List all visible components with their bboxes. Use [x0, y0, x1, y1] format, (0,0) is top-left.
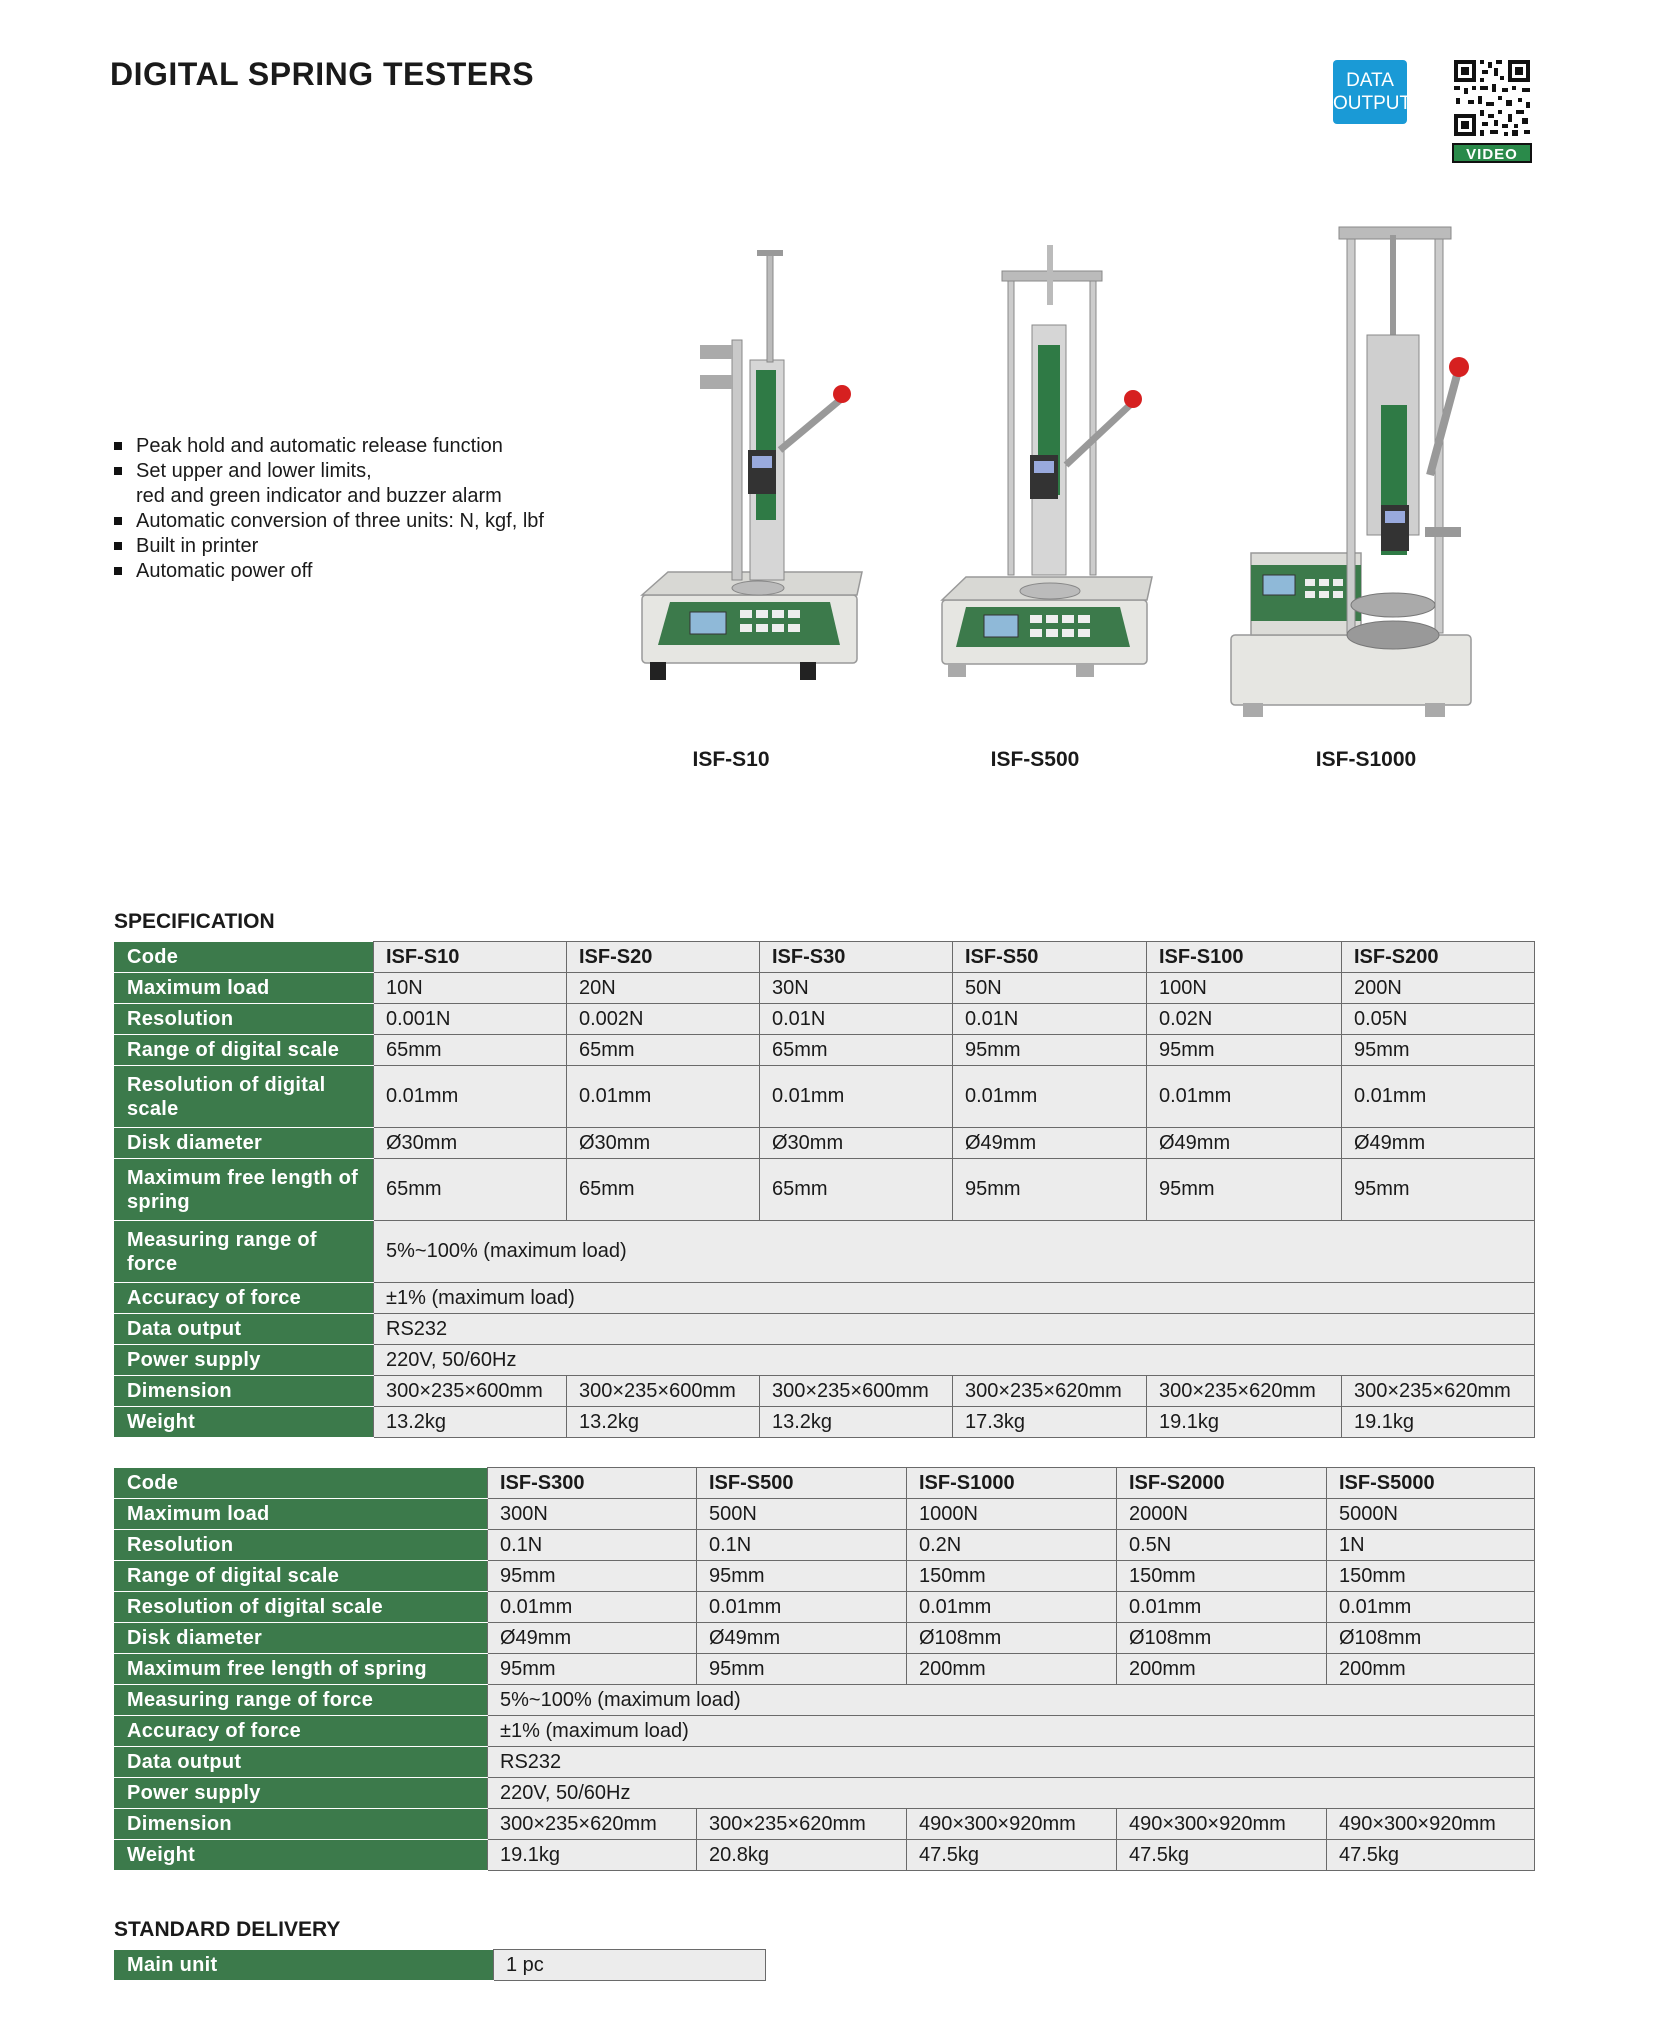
- data-output-badge: [1333, 60, 1412, 124]
- product-label: ISF-S10: [692, 748, 770, 771]
- row-label: Range of digital scale: [115, 1561, 488, 1592]
- cell: 95mm: [1147, 1159, 1342, 1221]
- row-measuring-range: [115, 1685, 1535, 1716]
- product-image-isf-s10: [630, 250, 870, 730]
- row-label: Maximum free length of spring: [115, 1654, 488, 1685]
- row-label: Accuracy of force: [115, 1283, 374, 1314]
- row-range-of-digital-scale: [115, 1035, 1535, 1066]
- cell: 0.02N: [1147, 1004, 1342, 1035]
- cell: 20N: [567, 973, 760, 1004]
- cell: 5000N: [1327, 1499, 1535, 1530]
- cell: 13.2kg: [567, 1407, 760, 1438]
- cell: 0.01mm: [760, 1066, 953, 1128]
- cell: 65mm: [374, 1035, 567, 1066]
- cell: 0.01mm: [1327, 1592, 1535, 1623]
- cell: ISF-S200: [1342, 942, 1535, 973]
- delivery-table: [114, 1949, 766, 1981]
- row-weight: [115, 1840, 1535, 1871]
- cell: 500N: [697, 1499, 907, 1530]
- cell: 490×300×920mm: [1117, 1809, 1327, 1840]
- row-resolution: [115, 1530, 1535, 1561]
- row-power-supply: [115, 1778, 1535, 1809]
- cell: Ø30mm: [567, 1128, 760, 1159]
- specification-title: SPECIFICATION: [114, 910, 275, 933]
- row-resolution-of-digital-scale: [115, 1066, 1535, 1128]
- row-label: Maximum load: [115, 973, 374, 1004]
- cell: 150mm: [1117, 1561, 1327, 1592]
- cell: 490×300×920mm: [1327, 1809, 1535, 1840]
- row-label: Dimension: [115, 1376, 374, 1407]
- cell: 65mm: [760, 1159, 953, 1221]
- row-disk-diameter: [115, 1128, 1535, 1159]
- cell: 0.1N: [488, 1530, 697, 1561]
- cell: Ø108mm: [1327, 1623, 1535, 1654]
- cell: 95mm: [488, 1561, 697, 1592]
- cell: 220V, 50/60Hz: [488, 1778, 1535, 1809]
- row-range-of-digital-scale: [115, 1561, 1535, 1592]
- row-measuring-range: [115, 1221, 1535, 1283]
- cell: 300×235×600mm: [374, 1376, 567, 1407]
- cell: 13.2kg: [760, 1407, 953, 1438]
- cell: 200N: [1342, 973, 1535, 1004]
- video-label: VIDEO: [1452, 143, 1532, 163]
- spec-table-2: [114, 1467, 1535, 1871]
- cell: Ø49mm: [697, 1623, 907, 1654]
- feature-item: Built in printer: [112, 534, 544, 559]
- row-label: Dimension: [115, 1809, 488, 1840]
- feature-item-continued: red and green indicator and buzzer alarm: [136, 485, 502, 507]
- row-label: Maximum free length of spring: [115, 1159, 374, 1221]
- cell: Ø30mm: [760, 1128, 953, 1159]
- cell: ISF-S10: [374, 942, 567, 973]
- row-main-unit: [115, 1950, 766, 1981]
- cell: ±1% (maximum load): [488, 1716, 1535, 1747]
- cell: ISF-S100: [1147, 942, 1342, 973]
- cell: 300×235×600mm: [567, 1376, 760, 1407]
- cell: 150mm: [1327, 1561, 1535, 1592]
- row-data-output: [115, 1747, 1535, 1778]
- cell: 65mm: [760, 1035, 953, 1066]
- row-label: Range of digital scale: [115, 1035, 374, 1066]
- cell: 300×235×600mm: [760, 1376, 953, 1407]
- cell: Ø49mm: [1147, 1128, 1342, 1159]
- cell: Ø49mm: [953, 1128, 1147, 1159]
- cell: 0.01mm: [374, 1066, 567, 1128]
- cell: 0.05N: [1342, 1004, 1535, 1035]
- row-label: Code: [115, 1468, 488, 1499]
- cell: ISF-S50: [953, 942, 1147, 973]
- row-code: [115, 942, 1535, 973]
- cell: Ø108mm: [907, 1623, 1117, 1654]
- page-title: DIGITAL SPRING TESTERS: [110, 56, 535, 92]
- row-label: Disk diameter: [115, 1128, 374, 1159]
- product-label: ISF-S500: [990, 748, 1080, 771]
- cell: 65mm: [567, 1035, 760, 1066]
- cell: 0.2N: [907, 1530, 1117, 1561]
- cell: ISF-S2000: [1117, 1468, 1327, 1499]
- row-resolution-of-digital-scale: [115, 1592, 1535, 1623]
- row-label: Power supply: [115, 1778, 488, 1809]
- cell: 0.01mm: [567, 1066, 760, 1128]
- cell: 300N: [488, 1499, 697, 1530]
- cell: 5%~100% (maximum load): [488, 1685, 1535, 1716]
- row-maximum-load: [115, 973, 1535, 1004]
- cell: 200mm: [1327, 1654, 1535, 1685]
- product-image-isf-s500: [930, 245, 1170, 725]
- cell: 17.3kg: [953, 1407, 1147, 1438]
- cell: 0.01N: [953, 1004, 1147, 1035]
- qr-code-icon: [1452, 58, 1532, 138]
- cell: 0.01mm: [697, 1592, 907, 1623]
- row-maximum-load: [115, 1499, 1535, 1530]
- cell: ISF-S1000: [907, 1468, 1117, 1499]
- feature-list: [112, 434, 544, 584]
- cell: 19.1kg: [488, 1840, 697, 1871]
- cell: 300×235×620mm: [697, 1809, 907, 1840]
- cell: 300×235×620mm: [1147, 1376, 1342, 1407]
- row-label: Power supply: [115, 1345, 374, 1376]
- cell: 0.002N: [567, 1004, 760, 1035]
- cell: ISF-S300: [488, 1468, 697, 1499]
- cell: 95mm: [953, 1159, 1147, 1221]
- row-dimension: [115, 1809, 1535, 1840]
- cell: 200mm: [907, 1654, 1117, 1685]
- cell: 0.1N: [697, 1530, 907, 1561]
- row-maximum-free-length: [115, 1159, 1535, 1221]
- row-code: [115, 1468, 1535, 1499]
- cell: 50N: [953, 973, 1147, 1004]
- cell: 100N: [1147, 973, 1342, 1004]
- cell: Ø49mm: [488, 1623, 697, 1654]
- feature-item: Automatic power off: [112, 559, 544, 584]
- row-accuracy-of-force: [115, 1283, 1535, 1314]
- row-data-output: [115, 1314, 1535, 1345]
- cell: ±1% (maximum load): [374, 1283, 1535, 1314]
- cell: 19.1kg: [1147, 1407, 1342, 1438]
- row-label: Accuracy of force: [115, 1716, 488, 1747]
- row-power-supply: [115, 1345, 1535, 1376]
- feature-item: Set upper and lower limits,: [112, 459, 544, 484]
- row-label: Main unit: [115, 1950, 494, 1981]
- row-label: Weight: [115, 1840, 488, 1871]
- cell: 65mm: [567, 1159, 760, 1221]
- row-label: Measuring range of force: [115, 1221, 374, 1283]
- cell: ISF-S30: [760, 942, 953, 973]
- cell: 95mm: [488, 1654, 697, 1685]
- row-label: Disk diameter: [115, 1623, 488, 1654]
- feature-item: Peak hold and automatic release function: [112, 434, 544, 459]
- feature-item: Automatic conversion of three units: N, kgf, lbf: [112, 509, 544, 534]
- cell: 0.01N: [760, 1004, 953, 1035]
- cell: 1000N: [907, 1499, 1117, 1530]
- cell: RS232: [374, 1314, 1535, 1345]
- row-label: Resolution: [115, 1530, 488, 1561]
- product-label: ISF-S1000: [1315, 748, 1417, 771]
- cell: 5%~100% (maximum load): [374, 1221, 1535, 1283]
- cell: 95mm: [1342, 1159, 1535, 1221]
- row-label: Data output: [115, 1747, 488, 1778]
- row-accuracy-of-force: [115, 1716, 1535, 1747]
- cell: 47.5kg: [1327, 1840, 1535, 1871]
- cell: 0.001N: [374, 1004, 567, 1035]
- cell: 13.2kg: [374, 1407, 567, 1438]
- cell: Ø30mm: [374, 1128, 567, 1159]
- badge-line-2: OUTPUT: [1333, 93, 1412, 114]
- cell: 0.01mm: [907, 1592, 1117, 1623]
- cell: 95mm: [1147, 1035, 1342, 1066]
- row-disk-diameter: [115, 1623, 1535, 1654]
- cell: 300×235×620mm: [1342, 1376, 1535, 1407]
- row-label: Measuring range of force: [115, 1685, 488, 1716]
- row-label: Code: [115, 942, 374, 973]
- cell: 0.01mm: [953, 1066, 1147, 1128]
- row-maximum-free-length: [115, 1654, 1535, 1685]
- cell: 220V, 50/60Hz: [374, 1345, 1535, 1376]
- cell: 0.01mm: [1147, 1066, 1342, 1128]
- cell: 0.01mm: [1342, 1066, 1535, 1128]
- cell: 0.01mm: [1117, 1592, 1327, 1623]
- cell: Ø49mm: [1342, 1128, 1535, 1159]
- row-label: Resolution of digital scale: [115, 1592, 488, 1623]
- row-label: Data output: [115, 1314, 374, 1345]
- video-qr-code[interactable]: [1452, 58, 1532, 163]
- cell: 47.5kg: [907, 1840, 1117, 1871]
- badge-line-1: DATA: [1346, 70, 1394, 91]
- cell: 95mm: [697, 1561, 907, 1592]
- standard-delivery-title: STANDARD DELIVERY: [114, 1918, 341, 1941]
- cell: Ø108mm: [1117, 1623, 1327, 1654]
- cell: 1N: [1327, 1530, 1535, 1561]
- cell: 150mm: [907, 1561, 1117, 1592]
- cell: 0.5N: [1117, 1530, 1327, 1561]
- cell: 19.1kg: [1342, 1407, 1535, 1438]
- cell: 30N: [760, 973, 953, 1004]
- cell: 10N: [374, 973, 567, 1004]
- cell: 300×235×620mm: [488, 1809, 697, 1840]
- cell: 95mm: [697, 1654, 907, 1685]
- product-image-isf-s1000: [1225, 215, 1485, 735]
- row-weight: [115, 1407, 1535, 1438]
- row-resolution: [115, 1004, 1535, 1035]
- spec-table-1: [114, 941, 1535, 1438]
- cell: RS232: [488, 1747, 1535, 1778]
- cell: ISF-S500: [697, 1468, 907, 1499]
- cell: 200mm: [1117, 1654, 1327, 1685]
- cell: ISF-S5000: [1327, 1468, 1535, 1499]
- row-dimension: [115, 1376, 1535, 1407]
- cell: 2000N: [1117, 1499, 1327, 1530]
- cell: 47.5kg: [1117, 1840, 1327, 1871]
- row-label: Weight: [115, 1407, 374, 1438]
- cell: ISF-S20: [567, 942, 760, 973]
- cell: 490×300×920mm: [907, 1809, 1117, 1840]
- cell: 0.01mm: [488, 1592, 697, 1623]
- cell: 65mm: [374, 1159, 567, 1221]
- cell: 95mm: [1342, 1035, 1535, 1066]
- cell: 1 pc: [494, 1950, 766, 1981]
- row-label: Resolution: [115, 1004, 374, 1035]
- row-label: Maximum load: [115, 1499, 488, 1530]
- cell: 20.8kg: [697, 1840, 907, 1871]
- cell: 95mm: [953, 1035, 1147, 1066]
- row-label: Resolution of digital scale: [115, 1066, 374, 1128]
- cell: 300×235×620mm: [953, 1376, 1147, 1407]
